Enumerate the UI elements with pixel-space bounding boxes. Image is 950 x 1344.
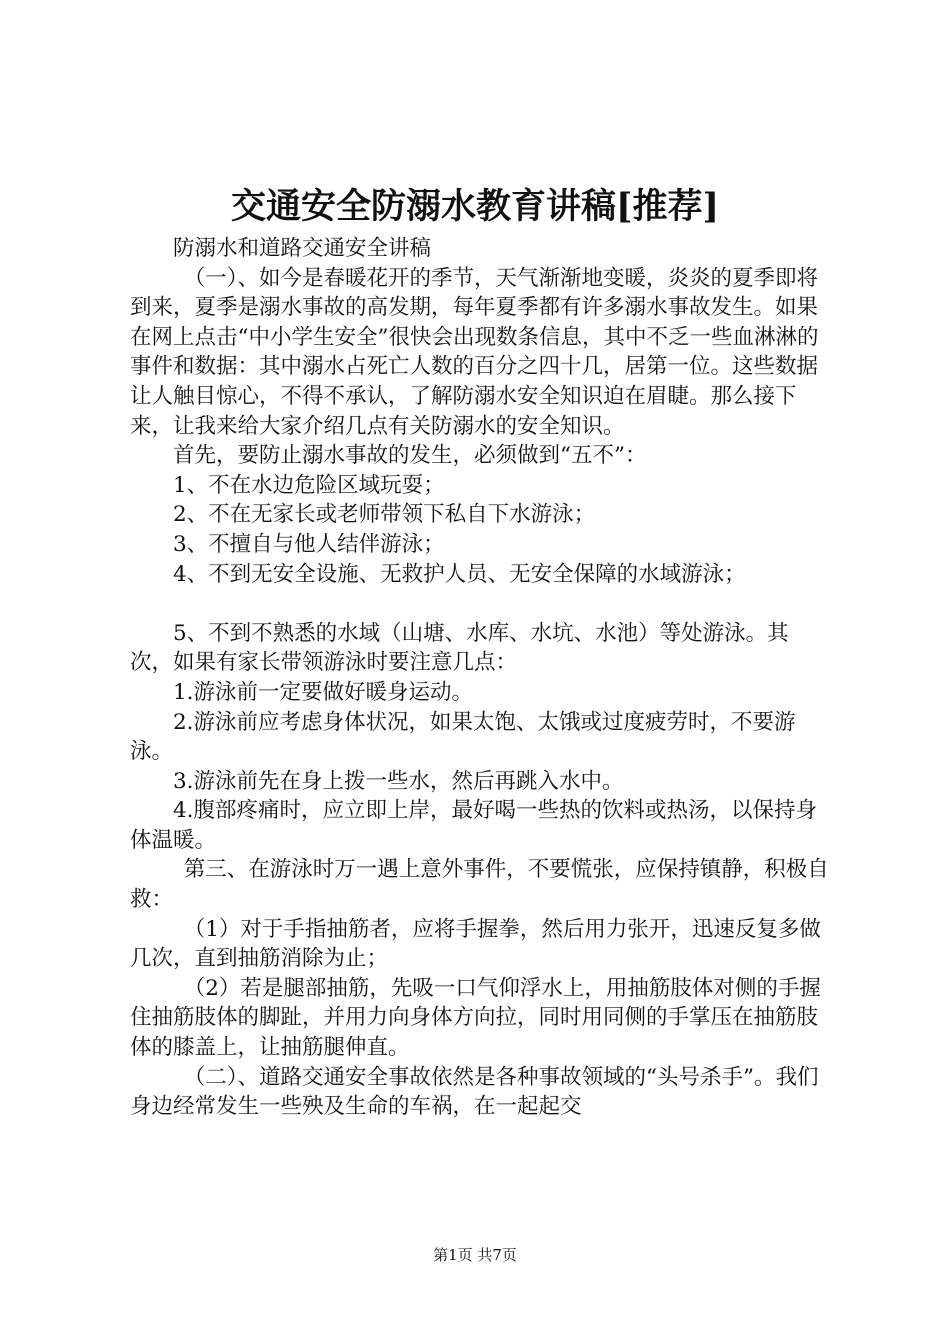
page-footer: 第1页 共7页 (433, 1246, 517, 1264)
list-item: 5、不到不熟悉的水域（山塘、水库、水坑、水池）等处游泳。其次，如果有家长带领游泳时要注意几点： (130, 620, 789, 676)
list-item: （1）对于手指抽筋者，应将手握拳，然后用力张开，迅速反复多做几次，直到抽筋消除为止； (130, 916, 821, 972)
list-item: 1.游泳前一定要做好暖身运动。 (173, 679, 474, 705)
paragraph: （二）、道路交通安全事故依然是各种事故领域的“头号杀手”。我们身边经常发生一些殃及生命的车祸，在一起起交 (130, 1064, 819, 1120)
list-item: 3.游泳前先在身上拨一些水，然后再跳入水中。 (173, 768, 624, 794)
paragraph: （一）、如今是春暖花开的季节，天气渐渐地变暖，炎炎的夏季即将到来，夏季是溺水事故的高发期，每年夏季都有许多溺水事故发生。如果在网上点击“中小学生安全”很快会出现数条信息，其中不乏一些血淋淋的事件和数据：其中溺水占死亡人数的百分之四十几，居第一位。这些数据让人触目惊心，不得不承认，了解防溺水安全知识迫在眉睫。那么接下来，让我来给大家介绍几点有关防溺水的安全知识。 (130, 265, 819, 439)
list-item: 1、不在水边危险区域玩耍； (173, 472, 445, 498)
document-title: 交通安全防溺水教育讲稿[推荐] (230, 186, 720, 227)
paragraph-gap (130, 589, 830, 619)
document-subtitle: 防溺水和道路交通安全讲稿 (173, 236, 432, 261)
list-item: 2、不在无家长或老师带领下私自下水游泳； (173, 502, 596, 528)
list-item: 4.腹部疼痛时，应立即上岸，最好喝一些热的饮料或热汤，以保持身体温暖。 (130, 798, 818, 853)
list-item: 2.游泳前应考虑身体状况，如果太饱、太饿或过度疲劳时，不要游泳。 (130, 709, 796, 765)
list-item: 4、不到无安全设施、无救护人员、无安全保障的水域游泳； (173, 561, 746, 587)
list-item: （2）若是腿部抽筋，先吸一口气仰浮水上，用抽筋肢体对侧的手握住抽筋肢体的脚趾，并用力向身体方向拉，同时用同侧的手掌压在抽筋肢体的膝盖上，让抽筋腿伸直。 (130, 975, 821, 1061)
list-item: 3、不擅自与他人结伴游泳； (173, 531, 445, 557)
document-body (130, 234, 830, 1122)
paragraph: 首先，要防止溺水事故的发生，必须做到“五不”： (173, 443, 647, 469)
paragraph: 第三、在游泳时万一遇上意外事件，不要慌张，应保持镇静，积极自救： (130, 857, 829, 913)
